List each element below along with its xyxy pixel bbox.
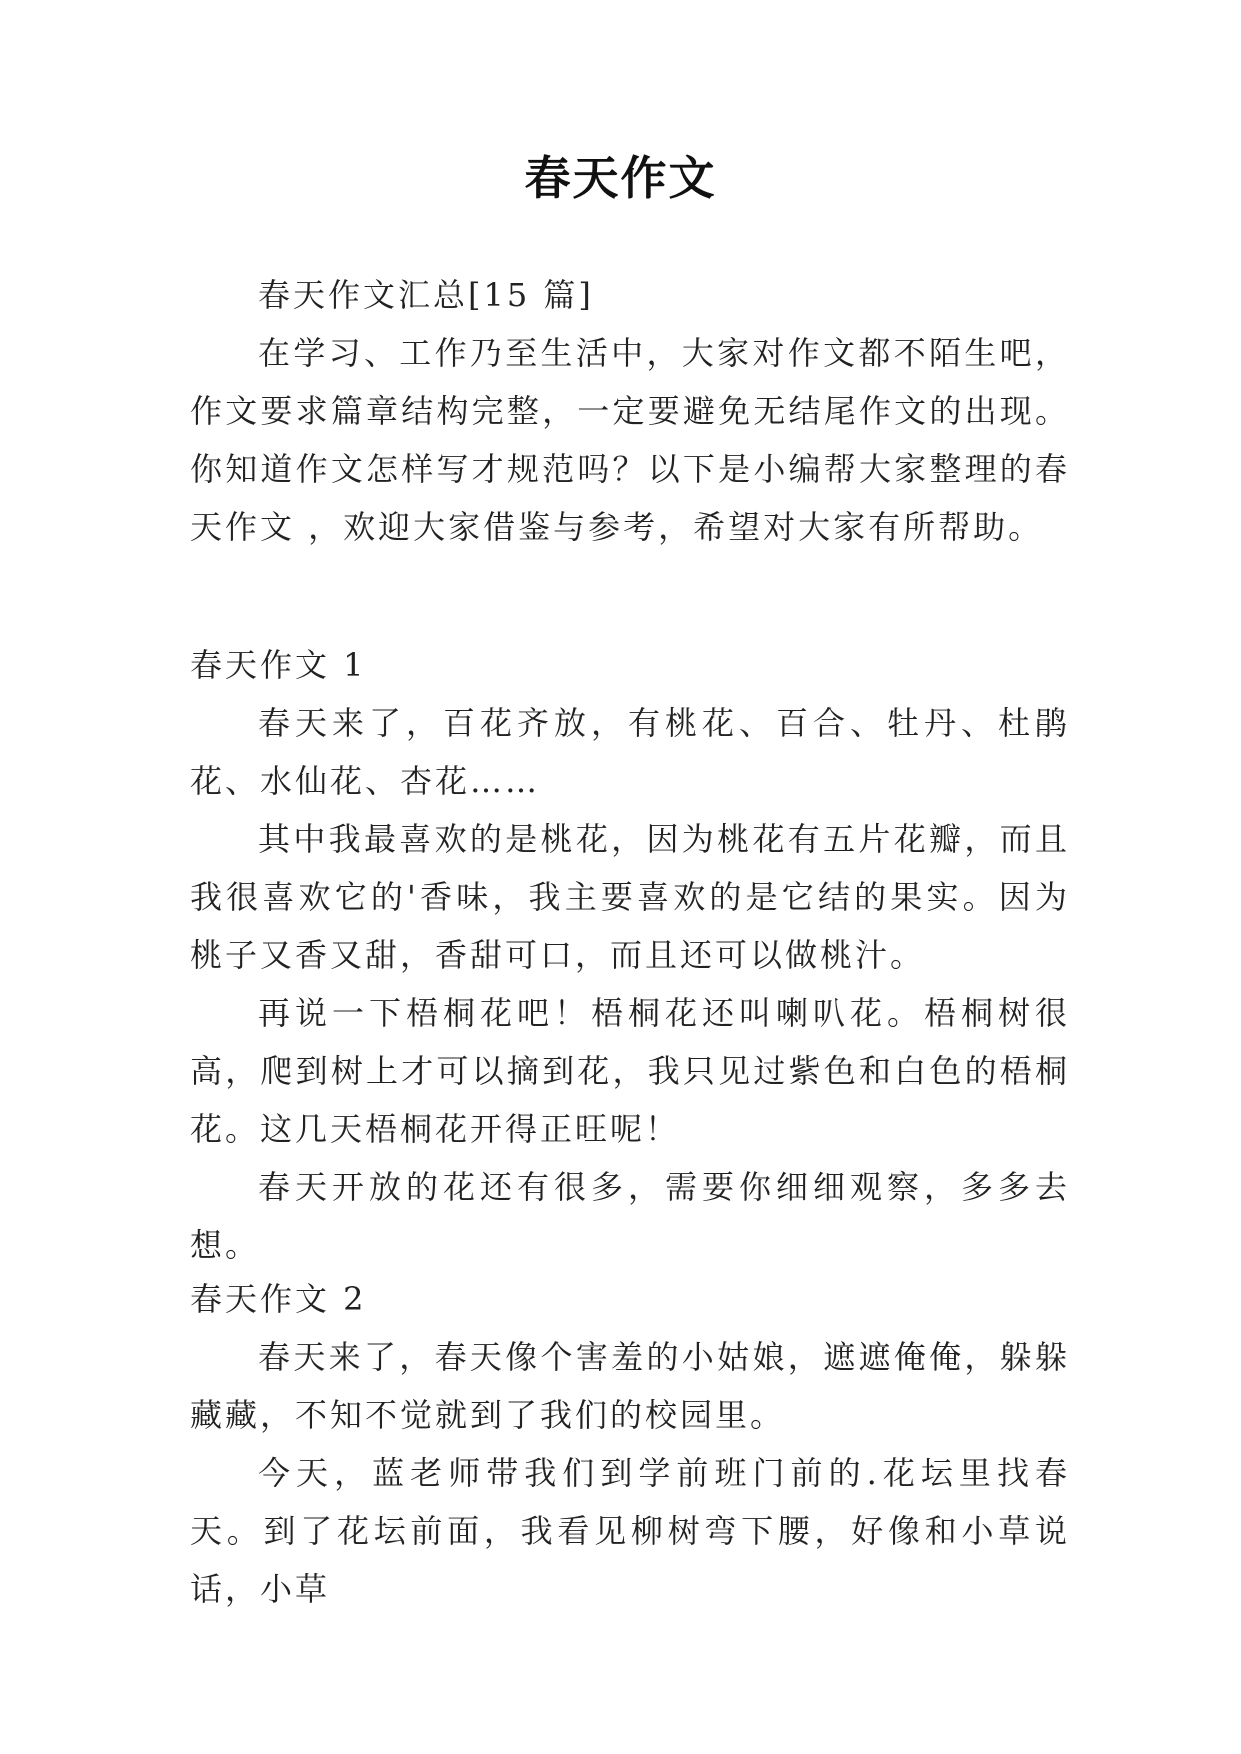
essay-1-paragraph-3: 再说一下梧桐花吧！梧桐花还叫喇叭花。梧桐树很高，爬到树上才可以摘到花，我只见过紫色和白色的梧桐花。这几天梧桐花开得正旺呢！ [190, 994, 1070, 1148]
essay-1-section [190, 636, 1070, 1274]
essay-2-heading: 春天作文 2 [190, 1280, 367, 1318]
intro-section [190, 266, 1070, 556]
essay-2-section [190, 1270, 1070, 1618]
essay-2-paragraph-1: 春天来了，春天像个害羞的小姑娘，遮遮俺俺，躲躲藏藏，不知不觉就到了我们的校园里。 [190, 1338, 1070, 1434]
document-title: 春天作文 [524, 151, 717, 205]
document-subtitle: 春天作文汇总[15 篇] [258, 276, 594, 314]
essay-1-paragraph-2: 其中我最喜欢的是桃花，因为桃花有五片花瓣，而且我很喜欢它的'香味，我主要喜欢的是它结的果实。因为桃子又香又甜，香甜可口，而且还可以做桃汁。 [190, 820, 1070, 974]
essay-1-heading: 春天作文 1 [190, 646, 367, 684]
intro-paragraph: 在学习、工作乃至生活中，大家对作文都不陌生吧，作文要求篇章结构完整，一定要避免无结尾作文的出现。你知道作文怎样写才规范吗？以下是小编帮大家整理的春天作文 ，欢迎大家借鉴与参考，希望对大家有所帮助。 [190, 334, 1070, 546]
essay-1-paragraph-1: 春天来了，百花齐放，有桃花、百合、牡丹、杜鹃花、水仙花、杏花…… [190, 704, 1070, 800]
essay-1-paragraph-4: 春天开放的花还有很多，需要你细细观察，多多去想。 [190, 1168, 1070, 1264]
essay-2-paragraph-2: 今天，蓝老师带我们到学前班门前的.花坛里找春天。到了花坛前面，我看见柳树弯下腰，好像和小草说话，小草 [190, 1454, 1070, 1608]
